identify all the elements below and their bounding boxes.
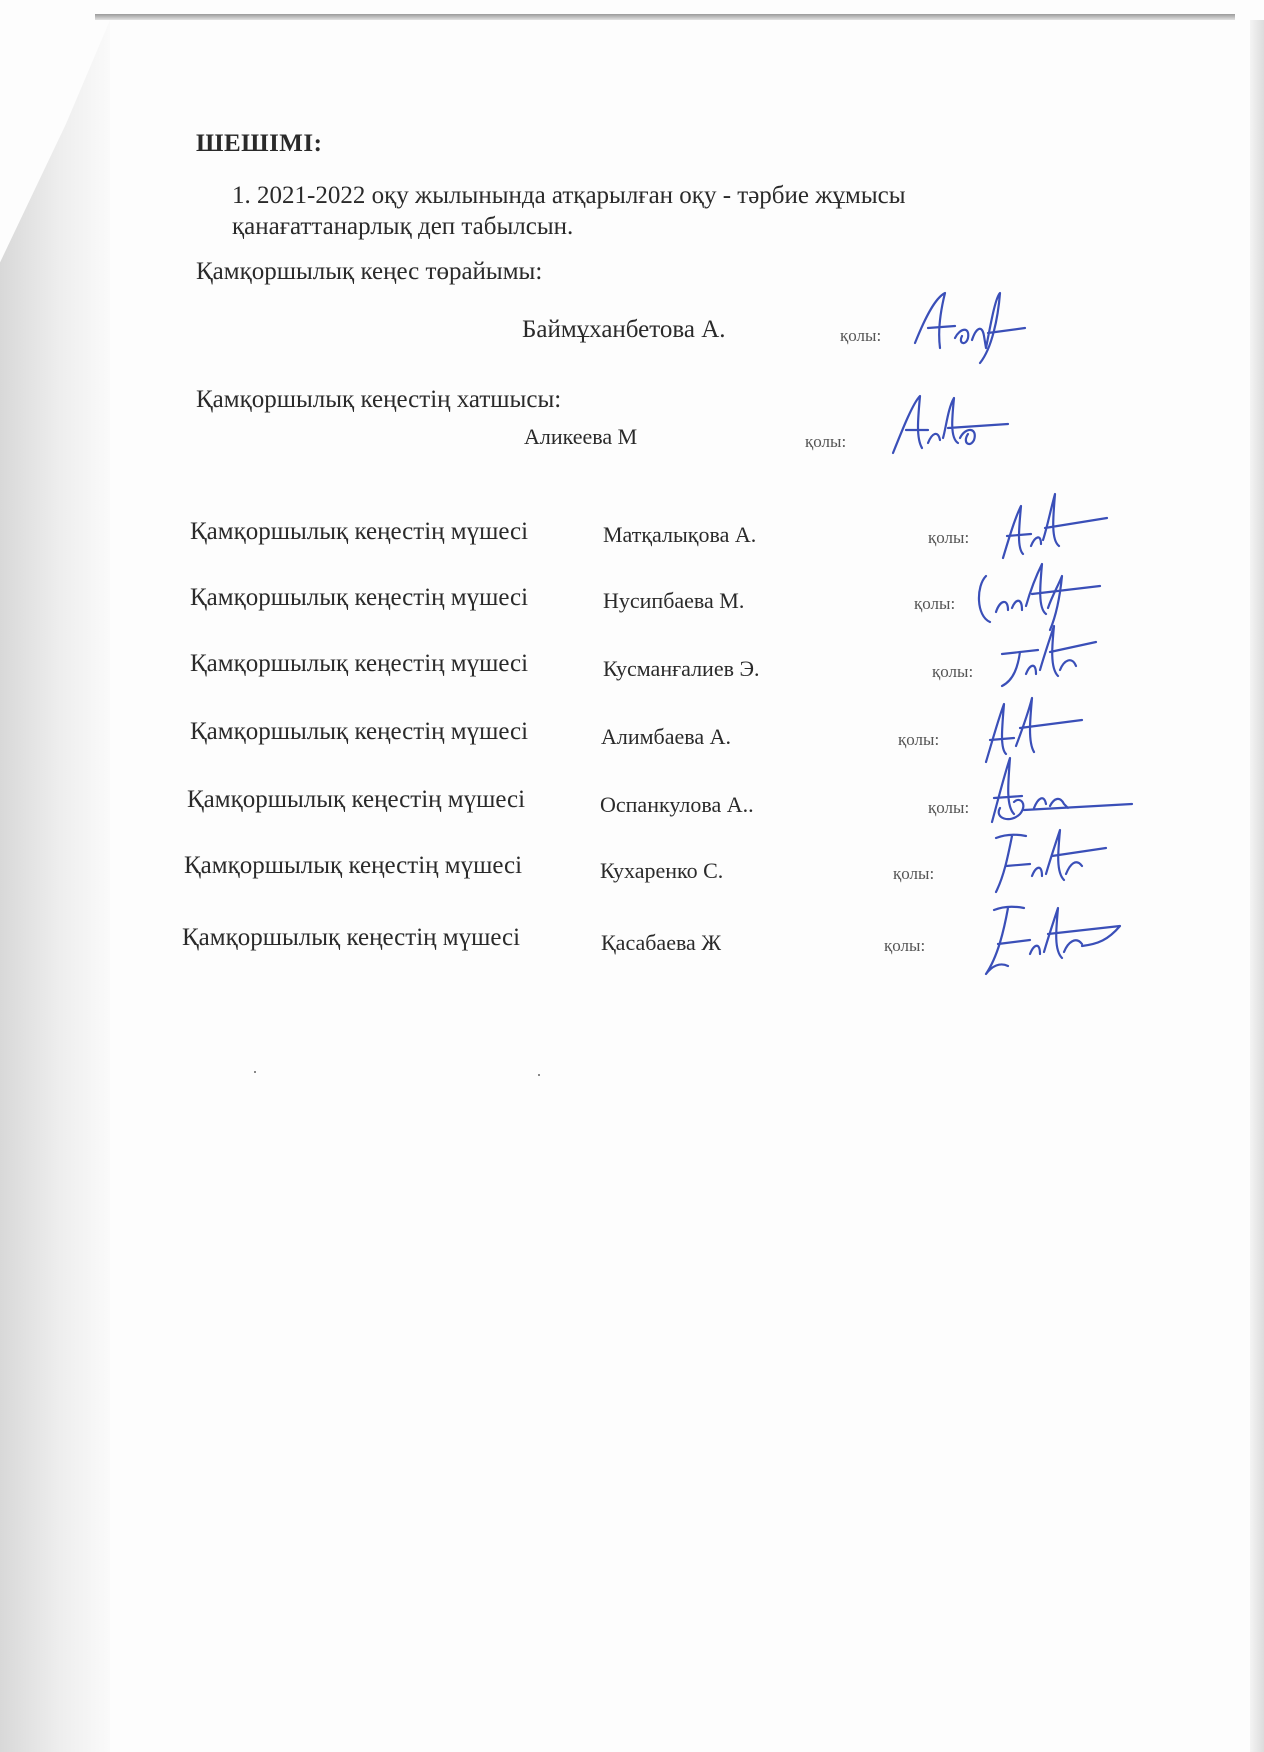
scan-top-edge — [95, 14, 1235, 20]
member-1-sign-label: қолы: — [928, 528, 970, 547]
member-4-name: Алимбаева А. — [601, 724, 732, 749]
member-2-sign-label: қолы: — [914, 594, 956, 613]
scan-right-edge — [1250, 20, 1264, 1752]
member-3-role: Қамқоршылық кеңестің мүшесі — [190, 650, 529, 677]
secretary-signature-icon — [888, 388, 1028, 468]
member-6-signature-icon — [986, 820, 1126, 900]
decision-line-2: қанағаттанарлық деп табылсын. — [232, 213, 574, 240]
member-5-name: Оспанкулова А.. — [600, 792, 754, 817]
scan-left-edge — [0, 20, 110, 1752]
member-3-sign-label: қолы: — [932, 662, 974, 681]
secretary-role: Қамқоршылық кеңестің хатшысы: — [196, 386, 562, 413]
member-7-sign-label: қолы: — [884, 936, 926, 955]
chair-sign-label: қолы: — [840, 326, 882, 345]
member-4-sign-label: қолы: — [898, 730, 940, 749]
member-6-name: Кухаренко С. — [600, 858, 724, 883]
decision-text — [232, 180, 1052, 242]
member-7-name: Қасабаева Ж — [601, 930, 722, 955]
member-3-name: Кусманғалиев Э. — [603, 656, 760, 681]
decision-heading: ШЕШІМІ: — [196, 130, 323, 157]
scan-speck — [538, 1074, 540, 1076]
decision-line-1: 1. 2021-2022 оқу жылынында атқарылған оқу - тәрбие жұмысы — [232, 182, 906, 209]
chair-role: Қамқоршылық кеңес төрайымы: — [196, 258, 543, 285]
member-5-role: Қамқоршылық кеңестің мүшесі — [187, 786, 526, 813]
member-1-name: Матқалықова А. — [603, 522, 757, 547]
member-1-role: Қамқоршылық кеңестің мүшесі — [190, 518, 529, 545]
member-3-signature-icon — [996, 616, 1136, 696]
member-6-role: Қамқоршылық кеңестің мүшесі — [184, 852, 523, 879]
member-7-role: Қамқоршылық кеңестің мүшесі — [182, 924, 521, 951]
member-5-signature-icon — [980, 748, 1120, 828]
member-4-role: Қамқоршылық кеңестің мүшесі — [190, 718, 529, 745]
member-2-role: Қамқоршылық кеңестің мүшесі — [190, 584, 529, 611]
chair-signature-icon — [910, 288, 1050, 368]
secretary-name: Аликеева М — [524, 424, 638, 449]
member-7-signature-icon — [978, 900, 1118, 980]
member-5-sign-label: қолы: — [928, 798, 970, 817]
scan-speck — [254, 1071, 256, 1073]
member-6-sign-label: қолы: — [893, 864, 935, 883]
chair-name: Баймұханбетова А. — [522, 316, 726, 343]
secretary-sign-label: қолы: — [805, 432, 847, 451]
member-2-name: Нусипбаева М. — [603, 588, 745, 613]
